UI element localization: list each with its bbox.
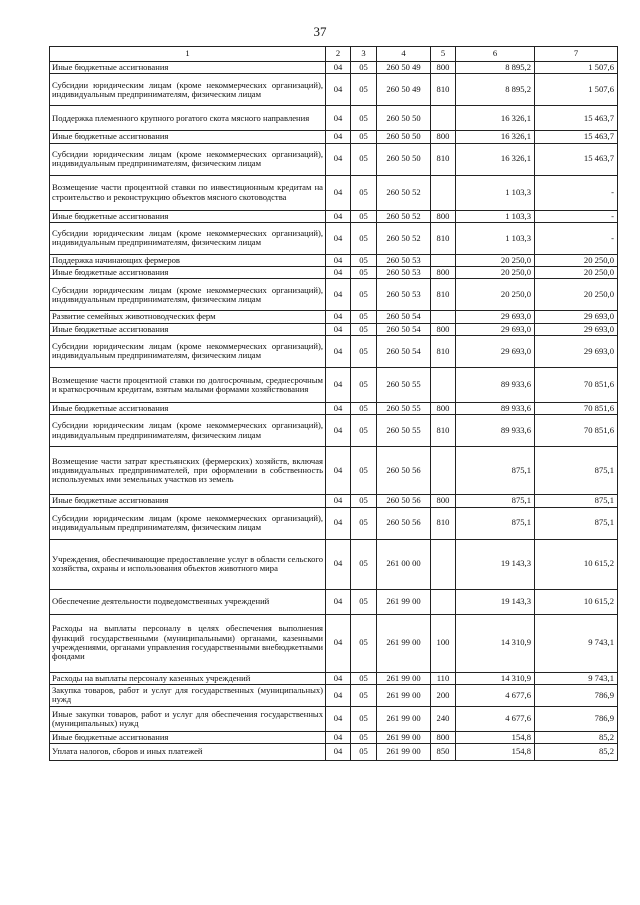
- section-code: 04: [326, 495, 351, 507]
- subsection-code: 05: [351, 672, 377, 684]
- table-row: [50, 495, 618, 507]
- column-header: 7: [535, 47, 618, 62]
- column-header: 5: [431, 47, 456, 62]
- target-article-code: 261 99 00: [377, 731, 431, 743]
- expense-type-code: 240: [431, 706, 456, 731]
- target-article-code: 260 50 52: [377, 222, 431, 254]
- expense-type-code: [431, 539, 456, 589]
- row-name: Субсидии юридическим лицам (кроме некоммерческих организаций), индивидуальным предпринимателям, физическим лицам: [50, 74, 326, 106]
- amount-actual: 15 463,7: [535, 131, 618, 143]
- row-name: Расходы на выплаты персоналу в целях обеспечения выполнения функций государственными (муниципальными) органами, казенными учреждениями, органами управления государственными внебюджетными фондами: [50, 614, 326, 672]
- amount-actual: 10 615,2: [535, 589, 618, 614]
- amount-plan: 16 326,1: [456, 131, 535, 143]
- table-row: [50, 672, 618, 684]
- amount-actual: 1 507,6: [535, 74, 618, 106]
- table-row: [50, 539, 618, 589]
- amount-plan: 19 143,3: [456, 589, 535, 614]
- expense-type-code: 800: [431, 267, 456, 279]
- amount-actual: 85,2: [535, 744, 618, 761]
- row-name: Развитие семейных животноводческих ферм: [50, 311, 326, 323]
- subsection-code: 05: [351, 731, 377, 743]
- subsection-code: 05: [351, 706, 377, 731]
- table-row: [50, 210, 618, 222]
- column-header: 3: [351, 47, 377, 62]
- row-name: Иные бюджетные ассигнования: [50, 62, 326, 74]
- table-row: [50, 323, 618, 335]
- subsection-code: 05: [351, 367, 377, 402]
- row-name: Возмещение части процентной ставки по долгосрочным, среднесрочным и краткосрочным кредитам, взятым малыми формами хозяйствования: [50, 367, 326, 402]
- expense-type-code: 810: [431, 279, 456, 311]
- table-row: [50, 279, 618, 311]
- section-code: 04: [326, 143, 351, 175]
- section-code: 04: [326, 589, 351, 614]
- subsection-code: 05: [351, 175, 377, 210]
- expense-type-code: 810: [431, 415, 456, 447]
- section-code: 04: [326, 222, 351, 254]
- row-name: Иные бюджетные ассигнования: [50, 495, 326, 507]
- table-row: [50, 731, 618, 743]
- amount-actual: 875,1: [535, 495, 618, 507]
- amount-plan: 16 326,1: [456, 106, 535, 131]
- amount-plan: 19 143,3: [456, 539, 535, 589]
- section-code: 04: [326, 507, 351, 539]
- subsection-code: 05: [351, 495, 377, 507]
- amount-plan: 4 677,6: [456, 684, 535, 706]
- amount-plan: 20 250,0: [456, 254, 535, 266]
- amount-actual: -: [535, 175, 618, 210]
- amount-actual: -: [535, 210, 618, 222]
- subsection-code: 05: [351, 143, 377, 175]
- target-article-code: 260 50 53: [377, 267, 431, 279]
- target-article-code: 260 50 50: [377, 131, 431, 143]
- amount-actual: 786,9: [535, 684, 618, 706]
- page-number: 37: [313, 24, 327, 39]
- table-row: [50, 507, 618, 539]
- section-code: 04: [326, 62, 351, 74]
- target-article-code: 261 99 00: [377, 744, 431, 761]
- amount-plan: 8 895,2: [456, 62, 535, 74]
- target-article-code: 260 50 53: [377, 254, 431, 266]
- expense-type-code: 800: [431, 210, 456, 222]
- amount-actual: 875,1: [535, 507, 618, 539]
- amount-actual: 20 250,0: [535, 279, 618, 311]
- amount-actual: 15 463,7: [535, 143, 618, 175]
- target-article-code: 261 99 00: [377, 706, 431, 731]
- amount-plan: 1 103,3: [456, 210, 535, 222]
- row-name: Уплата налогов, сборов и иных платежей: [50, 744, 326, 761]
- expense-type-code: 810: [431, 222, 456, 254]
- table-header-row: [50, 47, 618, 62]
- amount-plan: 875,1: [456, 495, 535, 507]
- row-name: Возмещение части процентной ставки по инвестиционным кредитам на строительство и реконструкцию объектов мясного скотоводства: [50, 175, 326, 210]
- table-row: [50, 311, 618, 323]
- target-article-code: 260 50 56: [377, 507, 431, 539]
- target-article-code: 261 99 00: [377, 614, 431, 672]
- row-name: Иные бюджетные ассигнования: [50, 131, 326, 143]
- amount-actual: 29 693,0: [535, 311, 618, 323]
- amount-actual: 875,1: [535, 447, 618, 495]
- row-name: Иные закупки товаров, работ и услуг для обеспечения государственных (муниципальных) нужд: [50, 706, 326, 731]
- amount-actual: 10 615,2: [535, 539, 618, 589]
- subsection-code: 05: [351, 589, 377, 614]
- amount-plan: 89 933,6: [456, 415, 535, 447]
- target-article-code: 260 50 54: [377, 323, 431, 335]
- row-name: Возмещение части затрат крестьянских (фермерских) хозяйств, включая индивидуальных предпринимателей, при оформлении в собственность используемых ими земельных участков из земель: [50, 447, 326, 495]
- target-article-code: 260 50 55: [377, 402, 431, 414]
- section-code: 04: [326, 335, 351, 367]
- subsection-code: 05: [351, 279, 377, 311]
- row-name: Субсидии юридическим лицам (кроме некоммерческих организаций), индивидуальным предпринимателям, физическим лицам: [50, 143, 326, 175]
- amount-plan: 1 103,3: [456, 222, 535, 254]
- expense-type-code: 100: [431, 614, 456, 672]
- section-code: 04: [326, 254, 351, 266]
- section-code: 04: [326, 539, 351, 589]
- amount-plan: 4 677,6: [456, 706, 535, 731]
- subsection-code: 05: [351, 335, 377, 367]
- table-row: [50, 684, 618, 706]
- subsection-code: 05: [351, 311, 377, 323]
- table-row: [50, 106, 618, 131]
- amount-actual: 29 693,0: [535, 323, 618, 335]
- row-name: Субсидии юридическим лицам (кроме некоммерческих организаций), индивидуальным предпринимателям, физическим лицам: [50, 415, 326, 447]
- row-name: Субсидии юридическим лицам (кроме некоммерческих организаций), индивидуальным предпринимателям, физическим лицам: [50, 507, 326, 539]
- subsection-code: 05: [351, 402, 377, 414]
- row-name: Закупка товаров, работ и услуг для государственных (муниципальных) нужд: [50, 684, 326, 706]
- subsection-code: 05: [351, 507, 377, 539]
- expense-type-code: 810: [431, 74, 456, 106]
- expense-type-code: 800: [431, 731, 456, 743]
- amount-actual: 20 250,0: [535, 254, 618, 266]
- amount-plan: 14 310,9: [456, 672, 535, 684]
- table-row: [50, 367, 618, 402]
- table-row: [50, 143, 618, 175]
- target-article-code: 260 50 50: [377, 143, 431, 175]
- section-code: 04: [326, 731, 351, 743]
- amount-actual: 9 743,1: [535, 614, 618, 672]
- amount-plan: 29 693,0: [456, 311, 535, 323]
- section-code: 04: [326, 614, 351, 672]
- section-code: 04: [326, 106, 351, 131]
- amount-plan: 29 693,0: [456, 323, 535, 335]
- table-row: [50, 131, 618, 143]
- row-name: Расходы на выплаты персоналу казенных учреждений: [50, 672, 326, 684]
- target-article-code: 260 50 56: [377, 495, 431, 507]
- section-code: 04: [326, 672, 351, 684]
- section-code: 04: [326, 131, 351, 143]
- target-article-code: 260 50 54: [377, 311, 431, 323]
- target-article-code: 261 00 00: [377, 539, 431, 589]
- section-code: 04: [326, 447, 351, 495]
- amount-plan: 154,8: [456, 744, 535, 761]
- section-code: 04: [326, 415, 351, 447]
- expense-type-code: [431, 311, 456, 323]
- expense-type-code: [431, 106, 456, 131]
- table-body: [50, 47, 618, 761]
- expense-type-code: 810: [431, 335, 456, 367]
- table-row: [50, 335, 618, 367]
- subsection-code: 05: [351, 131, 377, 143]
- target-article-code: 260 50 53: [377, 279, 431, 311]
- table-row: [50, 175, 618, 210]
- section-code: 04: [326, 279, 351, 311]
- expense-type-code: 800: [431, 131, 456, 143]
- amount-actual: 15 463,7: [535, 106, 618, 131]
- column-header: 4: [377, 47, 431, 62]
- target-article-code: 261 99 00: [377, 589, 431, 614]
- column-header: 2: [326, 47, 351, 62]
- subsection-code: 05: [351, 684, 377, 706]
- section-code: 04: [326, 267, 351, 279]
- target-article-code: 260 50 52: [377, 175, 431, 210]
- amount-actual: 20 250,0: [535, 267, 618, 279]
- section-code: 04: [326, 74, 351, 106]
- expense-type-code: 810: [431, 507, 456, 539]
- row-name: Субсидии юридическим лицам (кроме некоммерческих организаций), индивидуальным предпринимателям, физическим лицам: [50, 335, 326, 367]
- subsection-code: 05: [351, 222, 377, 254]
- expense-type-code: 850: [431, 744, 456, 761]
- expense-type-code: 810: [431, 143, 456, 175]
- subsection-code: 05: [351, 447, 377, 495]
- row-name: Субсидии юридическим лицам (кроме некоммерческих организаций), индивидуальным предпринимателям, физическим лицам: [50, 222, 326, 254]
- expense-type-code: [431, 254, 456, 266]
- expense-type-code: 800: [431, 323, 456, 335]
- amount-actual: 70 851,6: [535, 367, 618, 402]
- section-code: 04: [326, 706, 351, 731]
- row-name: Иные бюджетные ассигнования: [50, 210, 326, 222]
- amount-actual: 85,2: [535, 731, 618, 743]
- amount-plan: 29 693,0: [456, 335, 535, 367]
- row-name: Иные бюджетные ассигнования: [50, 267, 326, 279]
- column-header: 1: [50, 47, 326, 62]
- amount-plan: 8 895,2: [456, 74, 535, 106]
- subsection-code: 05: [351, 254, 377, 266]
- amount-actual: 29 693,0: [535, 335, 618, 367]
- subsection-code: 05: [351, 614, 377, 672]
- amount-plan: 20 250,0: [456, 279, 535, 311]
- target-article-code: 261 99 00: [377, 672, 431, 684]
- subsection-code: 05: [351, 210, 377, 222]
- section-code: 04: [326, 744, 351, 761]
- target-article-code: 261 99 00: [377, 684, 431, 706]
- subsection-code: 05: [351, 323, 377, 335]
- amount-actual: 9 743,1: [535, 672, 618, 684]
- target-article-code: 260 50 56: [377, 447, 431, 495]
- target-article-code: 260 50 49: [377, 62, 431, 74]
- expense-type-code: 800: [431, 495, 456, 507]
- section-code: 04: [326, 367, 351, 402]
- target-article-code: 260 50 55: [377, 415, 431, 447]
- table-row: [50, 614, 618, 672]
- expense-type-code: 800: [431, 402, 456, 414]
- section-code: 04: [326, 402, 351, 414]
- row-name: Субсидии юридическим лицам (кроме некоммерческих организаций), индивидуальным предпринимателям, физическим лицам: [50, 279, 326, 311]
- expense-type-code: 200: [431, 684, 456, 706]
- target-article-code: 260 50 50: [377, 106, 431, 131]
- table-row: [50, 254, 618, 266]
- amount-actual: -: [535, 222, 618, 254]
- row-name: Иные бюджетные ассигнования: [50, 402, 326, 414]
- table-row: [50, 447, 618, 495]
- table-row: [50, 267, 618, 279]
- amount-plan: 16 326,1: [456, 143, 535, 175]
- subsection-code: 05: [351, 74, 377, 106]
- amount-actual: 70 851,6: [535, 402, 618, 414]
- table-row: [50, 74, 618, 106]
- table-row: [50, 706, 618, 731]
- row-name: Иные бюджетные ассигнования: [50, 323, 326, 335]
- section-code: 04: [326, 175, 351, 210]
- expense-type-code: 110: [431, 672, 456, 684]
- table-row: [50, 402, 618, 414]
- subsection-code: 05: [351, 744, 377, 761]
- subsection-code: 05: [351, 106, 377, 131]
- amount-plan: 154,8: [456, 731, 535, 743]
- expense-type-code: 800: [431, 62, 456, 74]
- amount-plan: 875,1: [456, 507, 535, 539]
- amount-actual: 70 851,6: [535, 415, 618, 447]
- amount-plan: 89 933,6: [456, 367, 535, 402]
- target-article-code: 260 50 55: [377, 367, 431, 402]
- amount-plan: 14 310,9: [456, 614, 535, 672]
- subsection-code: 05: [351, 62, 377, 74]
- row-name: Поддержка начинающих фермеров: [50, 254, 326, 266]
- amount-actual: 786,9: [535, 706, 618, 731]
- expense-type-code: [431, 367, 456, 402]
- column-header: 6: [456, 47, 535, 62]
- row-name: Учреждения, обеспечивающие предоставление услуг в области сельского хозяйства, охраны и использования объектов животного мира: [50, 539, 326, 589]
- target-article-code: 260 50 52: [377, 210, 431, 222]
- table-row: [50, 744, 618, 761]
- row-name: Иные бюджетные ассигнования: [50, 731, 326, 743]
- subsection-code: 05: [351, 415, 377, 447]
- target-article-code: 260 50 54: [377, 335, 431, 367]
- expense-type-code: [431, 447, 456, 495]
- expense-type-code: [431, 589, 456, 614]
- target-article-code: 260 50 49: [377, 74, 431, 106]
- section-code: 04: [326, 323, 351, 335]
- amount-plan: 20 250,0: [456, 267, 535, 279]
- table-row: [50, 62, 618, 74]
- subsection-code: 05: [351, 539, 377, 589]
- section-code: 04: [326, 311, 351, 323]
- amount-actual: 1 507,6: [535, 62, 618, 74]
- row-name: Поддержка племенного крупного рогатого скота мясного направления: [50, 106, 326, 131]
- amount-plan: 875,1: [456, 447, 535, 495]
- section-code: 04: [326, 684, 351, 706]
- table-row: [50, 222, 618, 254]
- table-row: [50, 415, 618, 447]
- table-row: [50, 589, 618, 614]
- budget-table: [49, 46, 618, 761]
- subsection-code: 05: [351, 267, 377, 279]
- amount-plan: 89 933,6: [456, 402, 535, 414]
- expense-type-code: [431, 175, 456, 210]
- amount-plan: 1 103,3: [456, 175, 535, 210]
- row-name: Обеспечение деятельности подведомственных учреждений: [50, 589, 326, 614]
- section-code: 04: [326, 210, 351, 222]
